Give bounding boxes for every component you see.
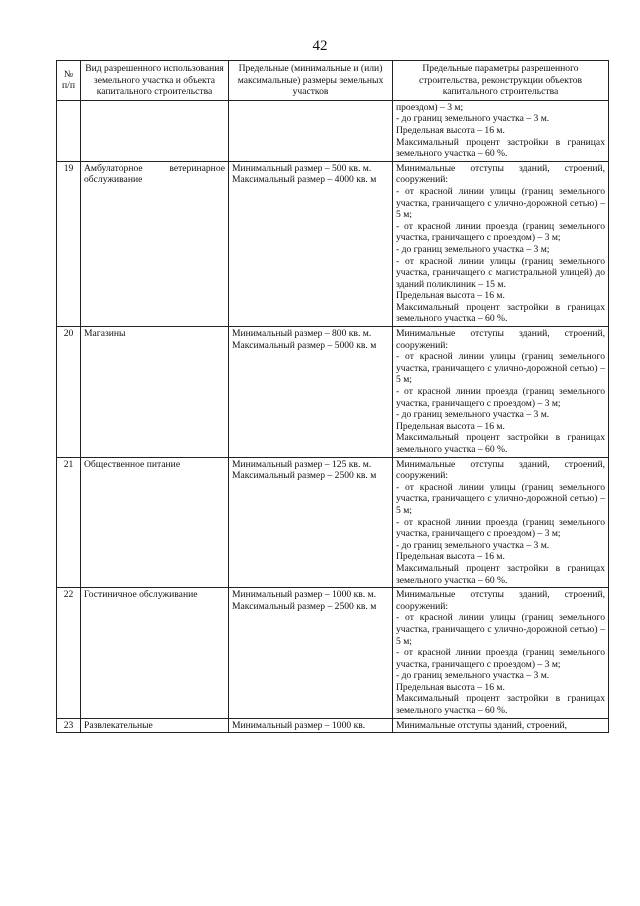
row-build-params (393, 100, 609, 161)
build-param-line: Предельная высота – 16 м. (396, 681, 505, 693)
row-use-type: Магазины (81, 327, 229, 458)
row-number: 20 (57, 327, 81, 458)
build-param-line: - от красной линии проезда (границ земельного участка, граничащего с проездом) – 3 м; (396, 386, 605, 409)
build-param-line: Максимальный процент застройки в границах земельного участка – 60 %. (396, 136, 605, 160)
header-plot-sizes: Предельные (минимальные и (или) максимальные) размеры земельных участков (229, 61, 393, 101)
plot-size-line: Максимальный размер – 4000 кв. м (232, 174, 377, 186)
row-build-params (393, 327, 609, 458)
plot-size-line: Минимальный размер – 1000 кв. (232, 719, 366, 731)
build-param-line: Минимальные отступы зданий, строений, сооружений: (396, 328, 605, 351)
build-param-line: - до границ земельного участка – 3 м. (396, 113, 550, 125)
row-number: 23 (57, 718, 81, 733)
row-number: 21 (57, 457, 81, 588)
build-param-line: Максимальный процент застройки в границах земельного участка – 60 %. (396, 562, 605, 586)
build-param-line: - от красной линии улицы (границ земельного участка, граничащего с улично-дорожной сетью) – 5 м; (396, 351, 605, 386)
row-plot-sizes (229, 161, 393, 326)
build-param-line: Максимальный процент застройки в границах земельного участка – 60 %. (396, 301, 605, 325)
build-param-line: Предельная высота – 16 м. (396, 551, 505, 563)
row-number: 22 (57, 588, 81, 719)
table-header-row (57, 61, 609, 101)
plot-size-line: Максимальный размер – 2500 кв. м (232, 600, 377, 612)
build-param-line: - до границ земельного участка – 3 м; (396, 243, 550, 255)
row-build-params (393, 457, 609, 588)
table-row (57, 327, 609, 458)
build-param-line: - от красной линии улицы (границ земельного участка, граничащего с улично-дорожной сетью) – 5 м; (396, 185, 605, 221)
build-param-line: Предельная высота – 16 м. (396, 290, 505, 302)
row-plot-sizes (229, 457, 393, 588)
table-row (57, 718, 609, 733)
plot-size-line: Минимальный размер – 125 кв. м. (232, 458, 372, 470)
build-param-line: - до границ земельного участка – 3 м. (396, 539, 550, 551)
build-param-line: Максимальный процент застройки в границах земельного участка – 60 %. (396, 693, 605, 717)
build-param-line: Минимальные отступы зданий, строений, сооружений: (396, 162, 605, 186)
build-param-line: - до границ земельного участка – 3 м. (396, 670, 550, 682)
row-build-params (393, 718, 609, 733)
row-use-type: Общественное питание (81, 457, 229, 588)
plot-size-line: Максимальный размер – 2500 кв. м (232, 470, 377, 482)
build-param-line: проездом) – 3 м; (396, 101, 464, 113)
build-param-line: Предельная высота – 16 м. (396, 420, 505, 432)
build-param-line: - до границ земельного участка – 3 м. (396, 409, 550, 421)
row-build-params (393, 588, 609, 719)
plot-size-line: Максимальный размер – 5000 кв. м (232, 339, 377, 351)
build-param-line: Минимальные отступы зданий, строений, сооружений: (396, 589, 605, 612)
build-param-line: - от красной линии проезда (границ земельного участка, граничащего с проездом) – 3 м; (396, 516, 605, 540)
row-plot-sizes (229, 100, 393, 161)
row-use-type: Амбулаторное ветеринарное обслуживание (81, 161, 229, 326)
row-use-type: Развлекательные (81, 718, 229, 733)
table-row (57, 161, 609, 326)
plot-size-line: Минимальный размер – 800 кв. м. (232, 328, 372, 340)
plot-size-line: Минимальный размер – 1000 кв. м. (232, 589, 377, 601)
build-param-line: Предельная высота – 16 м. (396, 124, 505, 136)
row-number (57, 100, 81, 161)
build-param-line: - от красной линии проезда (границ земельного участка, граничащего с проездом) – 3 м; (396, 220, 605, 244)
plot-size-line: Минимальный размер – 500 кв. м. (232, 162, 372, 174)
row-plot-sizes (229, 588, 393, 719)
page-number: 42 (312, 38, 328, 54)
header-number: № п/п (57, 61, 81, 101)
table-row (57, 457, 609, 588)
build-param-line: - от красной линии улицы (границ земельного участка, граничащего с магистральной улицей) до зданий поликлиник – 15 м. (396, 255, 605, 290)
build-param-line: Минимальные отступы зданий, строений, (396, 719, 568, 731)
header-build-params: Предельные параметры разрешенного строительства, реконструкции объектов капитального строительства (393, 61, 609, 101)
table-row (57, 588, 609, 719)
header-use-type: Вид разрешенного использования земельного участка и объекта капитального строительства (81, 61, 229, 101)
row-use-type (81, 100, 229, 161)
build-param-line: - от красной линии проезда (границ земельного участка, граничащего с проездом) – 3 м; (396, 647, 605, 670)
row-build-params (393, 161, 609, 326)
row-use-type: Гостиничное обслуживание (81, 588, 229, 719)
build-param-line: Максимальный процент застройки в границах земельного участка – 60 %. (396, 432, 605, 455)
table-row (57, 100, 609, 161)
table-body (57, 100, 609, 732)
row-number: 19 (57, 161, 81, 326)
build-param-line: - от красной линии улицы (границ земельного участка, граничащего с улично-дорожной сетью) – 5 м; (396, 612, 605, 647)
regulations-table (56, 60, 609, 733)
build-param-line: Минимальные отступы зданий, строений, сооружений: (396, 458, 605, 482)
build-param-line: - от красной линии улицы (границ земельного участка, граничащего с улично-дорожной сетью) – 5 м; (396, 481, 605, 516)
row-plot-sizes (229, 327, 393, 458)
row-plot-sizes (229, 718, 393, 733)
